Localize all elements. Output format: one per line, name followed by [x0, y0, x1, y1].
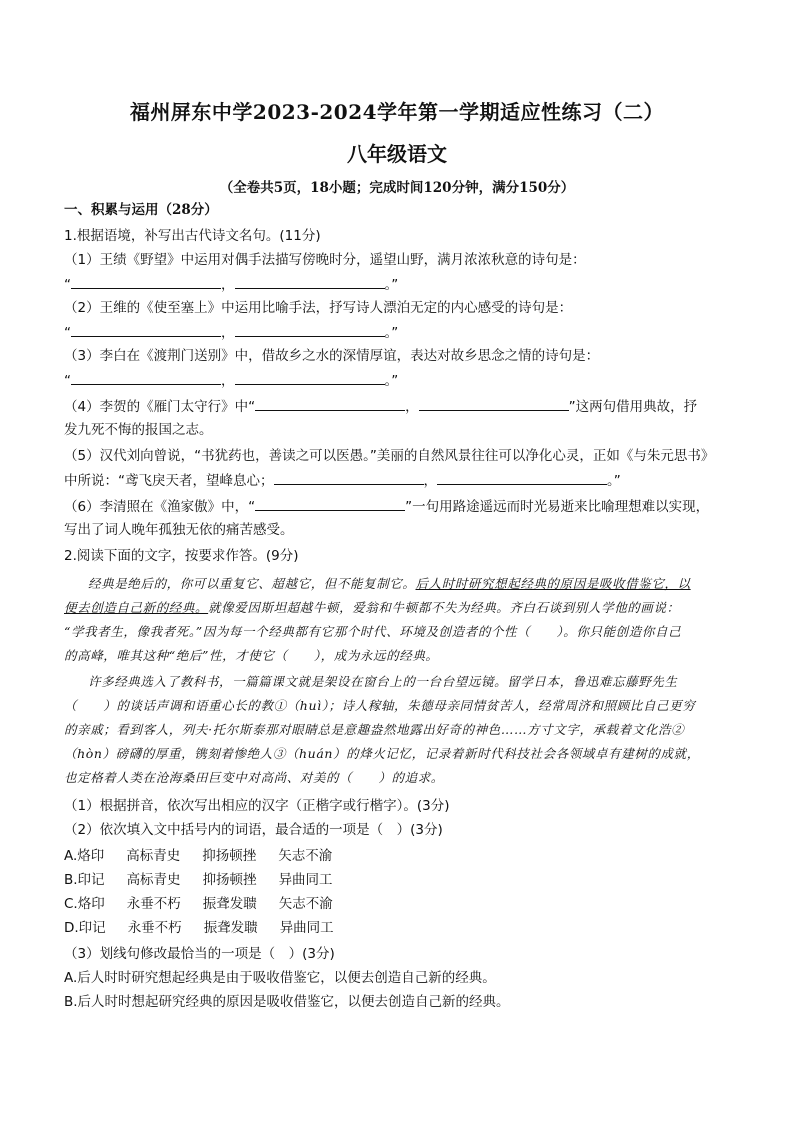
underlined-sentence: 便去创造自己新的经典。 — [64, 600, 209, 615]
answer-blank[interactable] — [255, 496, 405, 511]
answer-blank[interactable] — [71, 274, 221, 289]
option-b[interactable]: B.印记 高标青史 抑扬顿挫 异曲同工 — [64, 872, 333, 888]
option-d[interactable]: D.印记 永垂不朽 振聋发聩 异曲同工 — [64, 920, 334, 936]
underlined-sentence: 后人时时研究想起经典的原因是吸收借鉴它，以 — [415, 576, 691, 591]
option-a[interactable]: A.烙印 高标青史 抑扬顿挫 矢志不渝 — [64, 848, 333, 864]
reading-passage-2: 许多经典选入了教科书，一篇篇课文就是架设在窗台上的一台台望远镜。留学日本，鲁迅难忘藤野先生 — [88, 674, 678, 689]
q1-part4-cont: 发九死不悔的报国之志。 — [64, 422, 213, 438]
answer-blank[interactable] — [274, 470, 424, 485]
q1-part6: （6）李清照在《渔家傲》中，“ ”一句用路途遥远而时光易逝来比喻理想难以实现， — [64, 496, 744, 517]
answer-blank[interactable] — [255, 396, 405, 411]
q2-stem: 2.阅读下面的文字，按要求作答。(9分) — [64, 548, 299, 564]
q1-part1: （1）王绩《野望》中运用对偶手法描写傍晚时分，遥望山野，满月浓浓秋意的诗句是： — [64, 252, 586, 268]
answer-blank[interactable] — [235, 322, 385, 337]
reading-passage-1: 经典是绝后的，你可以重复它、超越它，但不能复制它。后人时时研究想起经典的原因是吸收借鉴它，以 — [88, 576, 691, 591]
q2-sub2: （2）依次填入文中括号内的词语，最合适的一项是（ ）(3分) — [64, 822, 443, 838]
reading-passage-1-l3: “学我者生，像我者死。”因为每一个经典都有它那个时代、环境及创造者的个性（ ）。你只能创造你自己 — [64, 624, 682, 639]
q1-part6-cont: 写出了词人晚年孤独无依的痛苦感受。 — [64, 522, 294, 538]
q1-part5-answer: 中所说：“鸢飞戾天者，望峰息心； ， 。” — [64, 470, 744, 491]
q1-part3-answer: “ ， 。” — [64, 370, 744, 391]
exam-note: （全卷共5页，18小题；完成时间120分钟，满分150分） — [219, 180, 575, 196]
sub3-option-a[interactable]: A.后人时时研究想起经典是由于吸收借鉴它，以便去创造自己新的经典。 — [64, 970, 496, 986]
answer-blank[interactable] — [71, 370, 221, 385]
q1-part5: （5）汉代刘向曾说，“书犹药也，善读之可以医愚。”美丽的自然风景往往可以净化心灵，正如《与朱元思书》 — [64, 448, 715, 464]
reading-passage-1-l2: 便去创造自己新的经典。就像爱因斯坦超越牛顿，爱翁和牛顿都不失为经典。齐白石谈到别人学他的画说： — [64, 600, 680, 615]
answer-blank[interactable] — [437, 470, 607, 485]
q1-part2-answer: “ ， 。” — [64, 322, 744, 343]
exam-title: 福州屏东中学2023-2024学年第一学期适应性练习（二） — [129, 100, 665, 124]
q1-part1-answer: “ ， 。” — [64, 274, 744, 295]
reading-passage-2-l2: （ ）的谈话声调和语重心长的教①（huì）；诗人稼轴，朱德母亲同情贫苦人，经常周济和照顾比自己更穷 — [64, 698, 696, 713]
answer-blank[interactable] — [235, 274, 385, 289]
q1-stem: 1.根据语境，补写出古代诗文名句。(11分) — [64, 228, 321, 244]
reading-passage-1-l4: 的高峰，唯其这种“绝后”性，才使它（ ），成为永远的经典。 — [64, 648, 439, 663]
section-heading: 一、积累与运用（28分） — [64, 202, 218, 218]
reading-passage-2-l3: 的亲戚；看到客人，列夫·托尔斯泰那对眼睛总是意趣盎然地露出好奇的神色……方寸文字，承载着文化浩② — [64, 722, 685, 737]
q2-sub1: （1）根据拼音，依次写出相应的汉字（正楷字或行楷字）。(3分) — [64, 798, 450, 814]
q1-part2: （2）王维的《使至塞上》中运用比喻手法，抒写诗人漂泊无定的内心感受的诗句是： — [64, 300, 573, 316]
option-c[interactable]: C.烙印 永垂不朽 振聋发聩 矢志不渝 — [64, 896, 333, 912]
q2-sub3: （3）划线句修改最恰当的一项是（ ）(3分) — [64, 946, 335, 962]
exam-subtitle: 八年级语文 — [347, 142, 447, 166]
reading-passage-2-l5: 也定格着人类在沧海桑田巨变中对高尚、对美的（ ）的追求。 — [64, 770, 444, 785]
q1-part3: （3）李白在《渡荆门送别》中，借故乡之水的深情厚谊，表达对故乡思念之情的诗句是： — [64, 348, 600, 364]
sub3-option-b[interactable]: B.后人时时想起研究经典的原因是吸收借鉴它，以便去创造自己新的经典。 — [64, 994, 510, 1010]
answer-blank[interactable] — [419, 396, 569, 411]
answer-blank[interactable] — [71, 322, 221, 337]
reading-passage-2-l4: （hòn）磅礴的厚重，镌刻着惨绝人③（huán）的烽火记忆，记录着新时代科技社会各领域卓有建树的成就， — [64, 746, 700, 761]
q1-part4: （4）李贺的《雁门太守行》中“ ， ”这两句借用典故，抒 — [64, 396, 744, 417]
answer-blank[interactable] — [235, 370, 385, 385]
